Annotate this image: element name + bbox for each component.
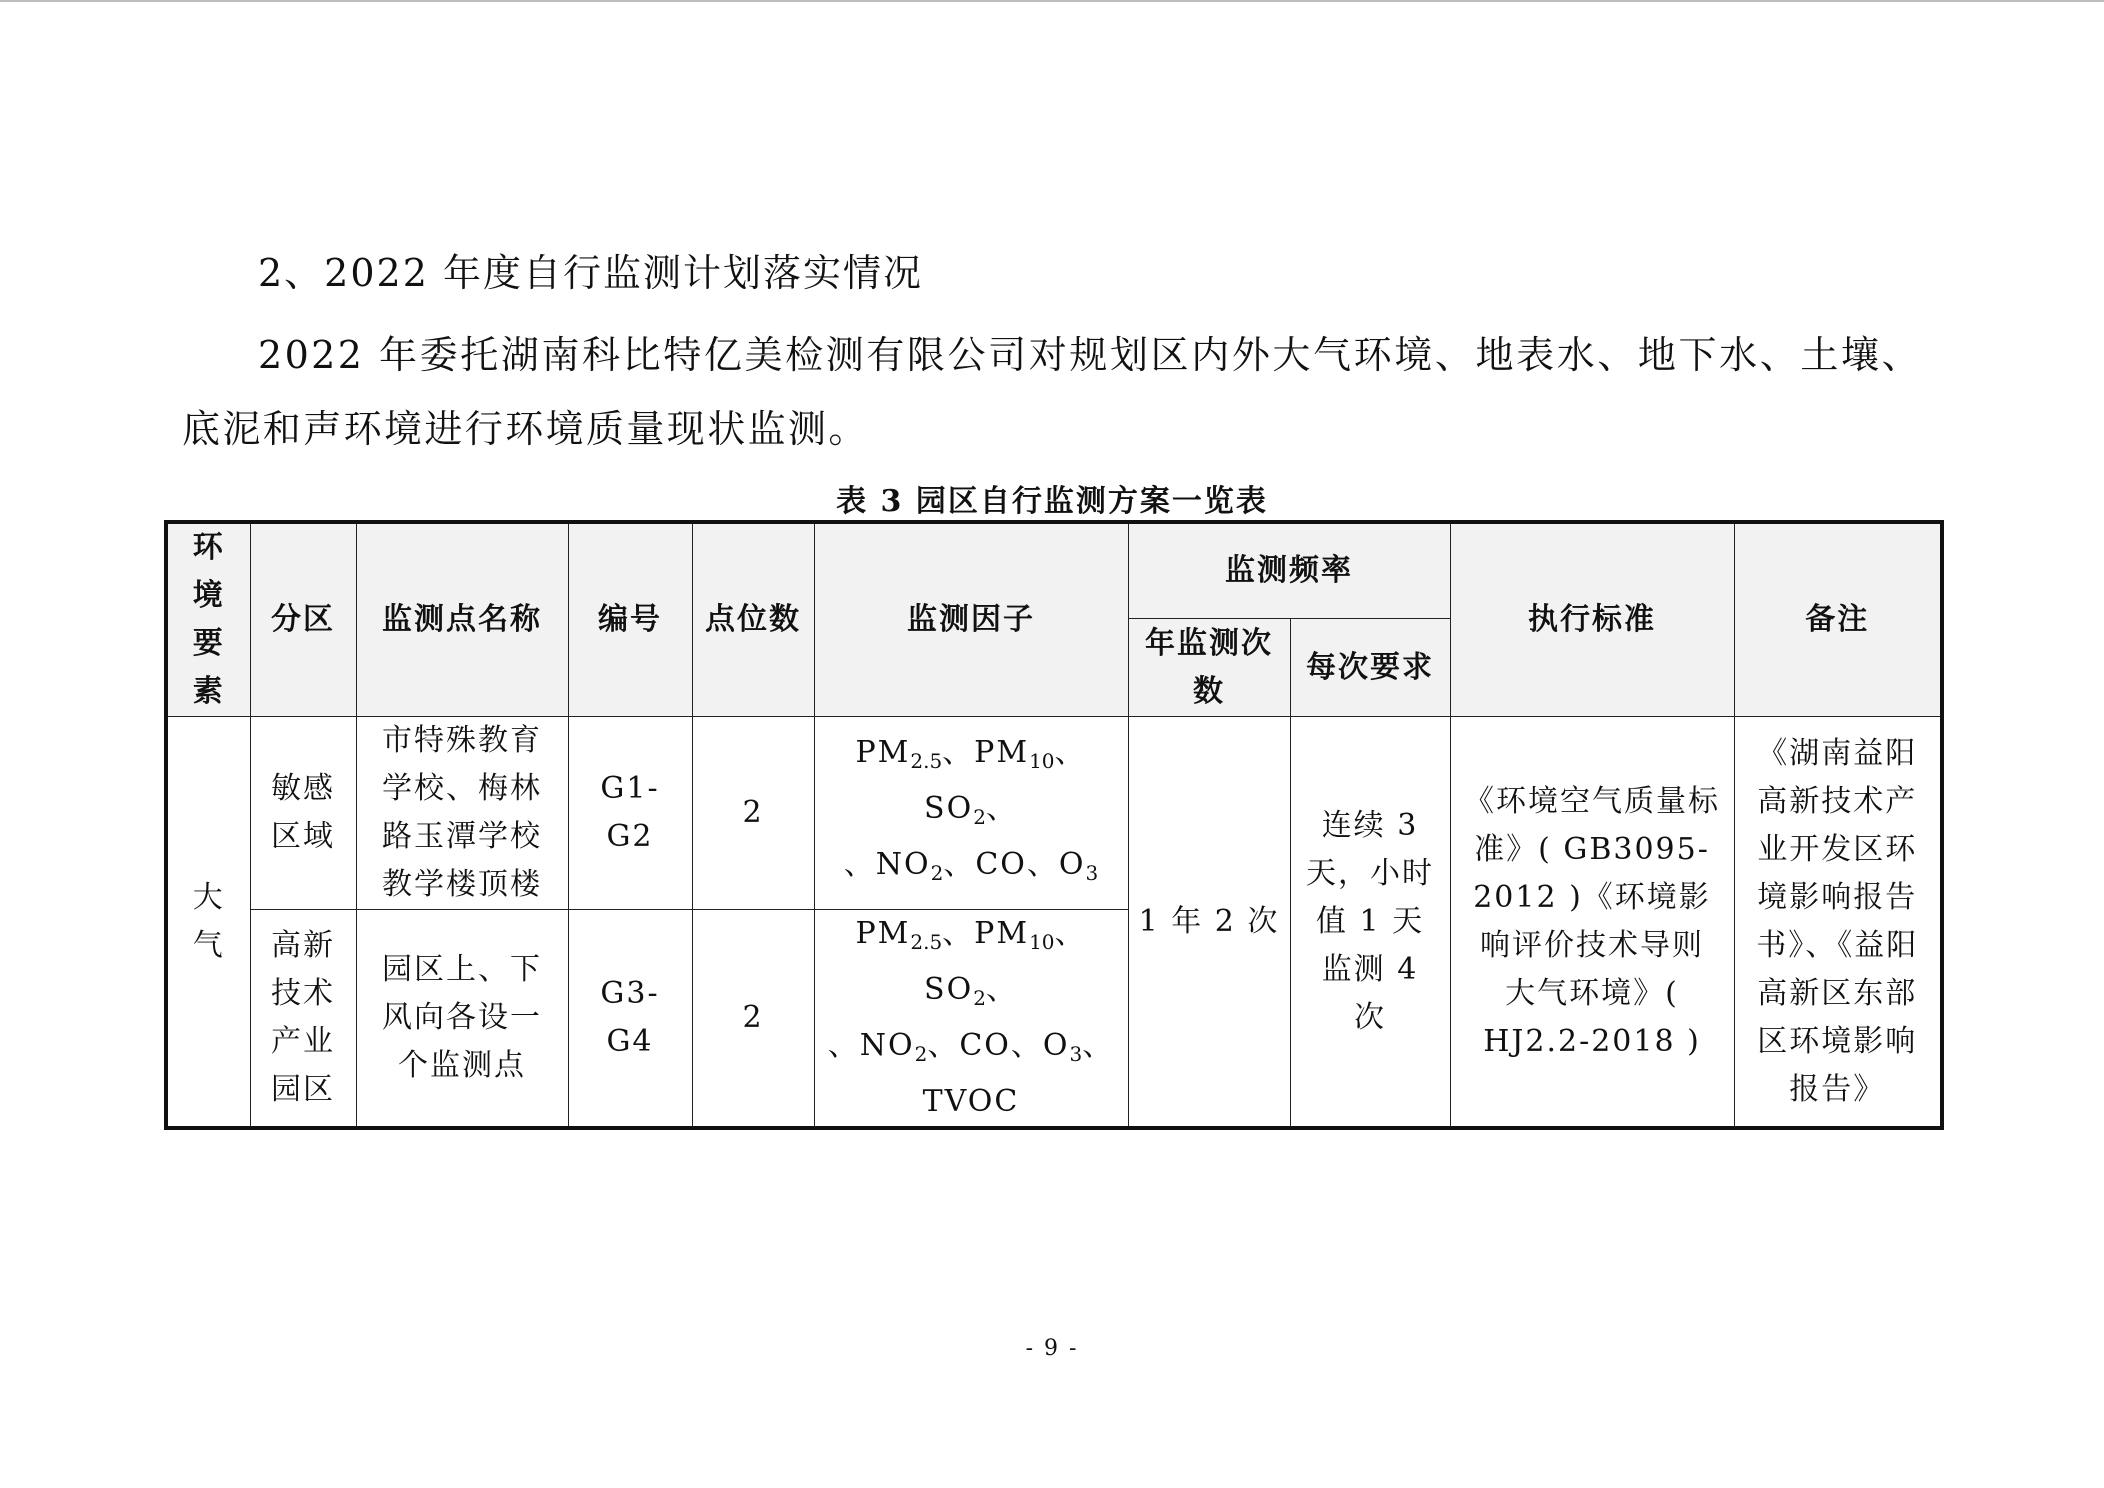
header-element: 环境要素 (166, 522, 250, 717)
cell-point-name: 园区上、下风向各设一个监测点 (356, 910, 568, 1129)
header-point-count: 点位数 (692, 522, 814, 717)
header-standard: 执行标准 (1450, 522, 1734, 717)
cell-zone: 敏感区域 (250, 717, 356, 910)
table-caption: 表 3 园区自行监测方案一览表 (836, 484, 1268, 519)
body-paragraph: 2022 年委托湖南科比特亿美检测有限公司对规划区内外大气环境、地表水、地下水、土壤、底泥和声环境进行环境质量现状监测。 (182, 333, 1922, 451)
page-top-border (0, 0, 2104, 2)
cell-code: G3-G4 (568, 910, 692, 1129)
header-zone: 分区 (250, 522, 356, 717)
cell-code: G1-G2 (568, 717, 692, 910)
header-frequency: 监测频率 (1128, 522, 1450, 619)
cell-point-count: 2 (692, 910, 814, 1129)
header-each-requirement: 每次要求 (1290, 619, 1450, 717)
monitoring-plan-table-wrap (164, 520, 1944, 1130)
cell-point-name: 市特殊教育学校、梅林路玉潭学校教学楼顶楼 (356, 717, 568, 910)
table-row (166, 717, 1942, 910)
monitoring-plan-table (164, 520, 1944, 1130)
cell-standard: 《环境空气质量标准》( GB3095-2012 )《环境影响评价技术导则 大气环境》( HJ2.2-2018 ) (1450, 717, 1734, 1129)
cell-element: 大气 (166, 717, 250, 1129)
page-number: - 9 - (1025, 1336, 1079, 1361)
header-annual-times: 年监测次数 (1128, 619, 1290, 717)
header-code: 编号 (568, 522, 692, 717)
header-remark: 备注 (1734, 522, 1942, 717)
cell-factors: $PM_{2.5}$、$PM_{10}$、$SO_2$、 、$NO_2$、CO、$O_3$ (814, 717, 1128, 910)
cell-remark: 《湖南益阳高新技术产业开发区环境影响报告书》、《益阳高新区东部区环境影响报告》 (1734, 717, 1942, 1129)
header-point-name: 监测点名称 (356, 522, 568, 717)
header-factors: 监测因子 (814, 522, 1128, 717)
cell-each-requirement: 连续 3 天，小时值 1 天监测 4 次 (1290, 717, 1450, 1129)
section-heading: 2、2022 年度自行监测计划落实情况 (258, 251, 923, 295)
cell-annual-times: 1 年 2 次 (1128, 717, 1290, 1129)
cell-factors: $PM_{2.5}$、$PM_{10}$、$SO_2$、 、$NO_2$、CO、$O_3$、TVOC (814, 910, 1128, 1129)
cell-point-count: 2 (692, 717, 814, 910)
cell-zone: 高新技术产业园区 (250, 910, 356, 1129)
